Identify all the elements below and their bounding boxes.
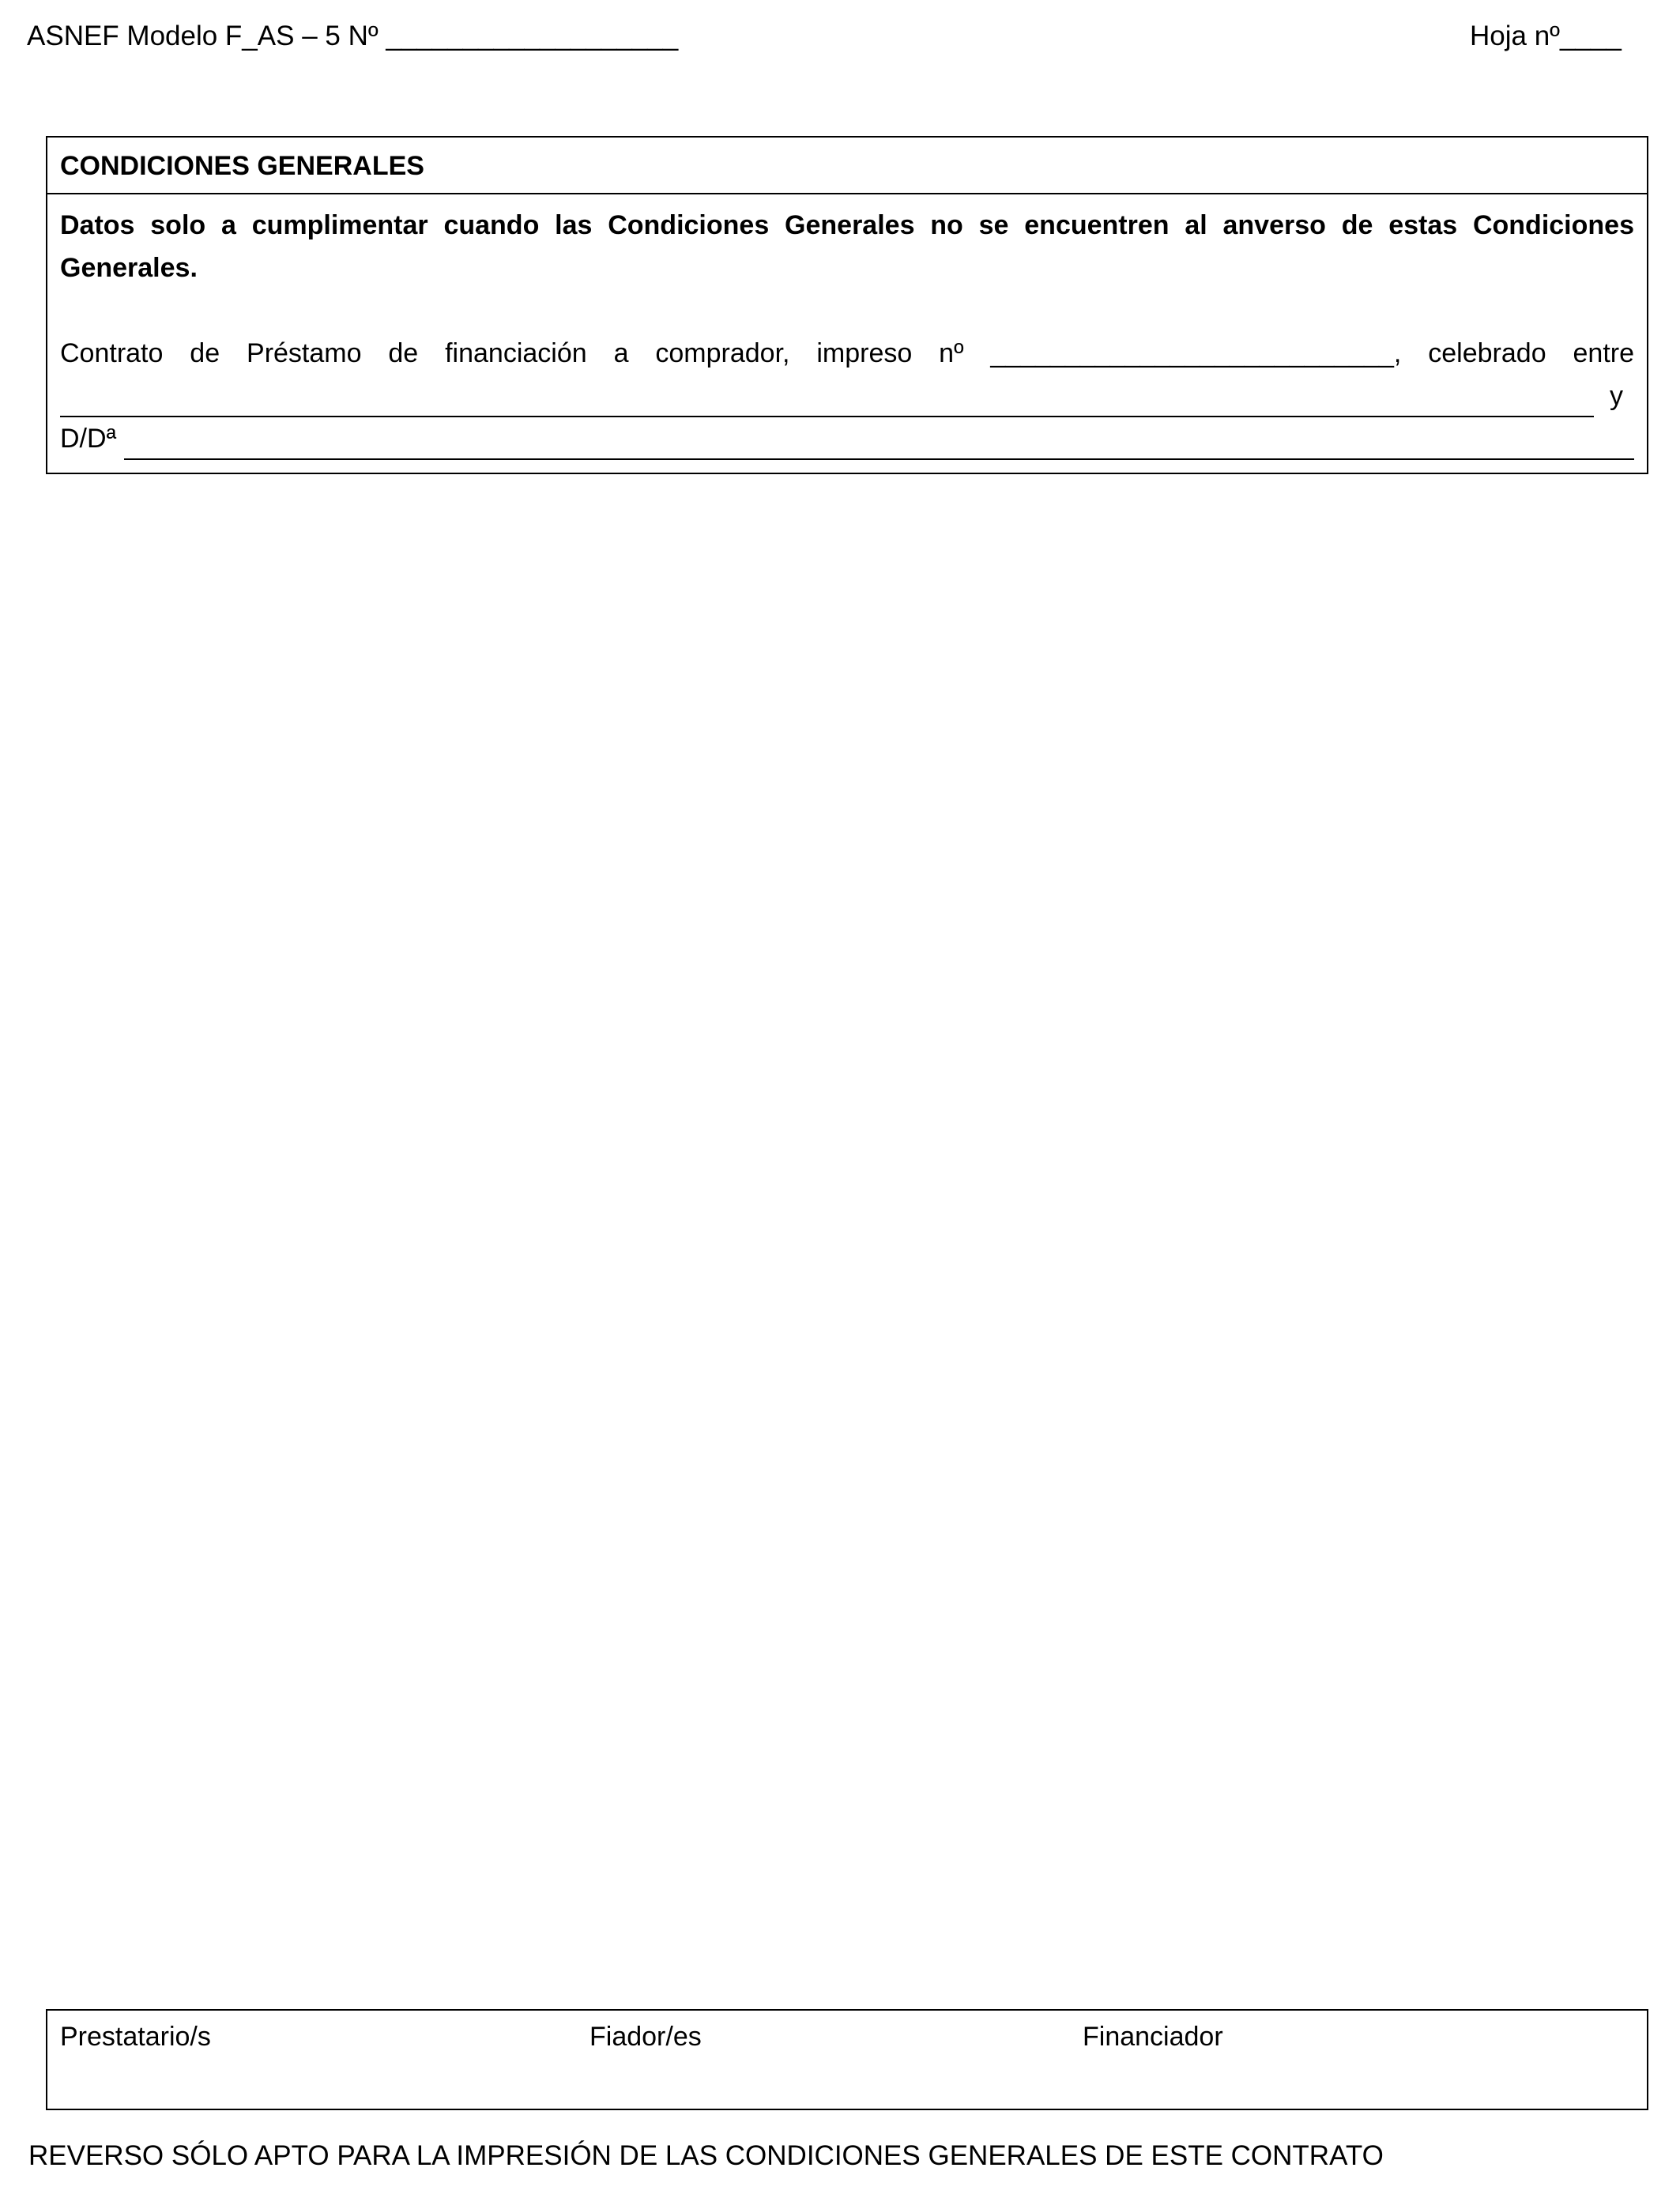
note-line-1: Datos solo a cumplimentar cuando las Condiciones Generales no se encuentren al anverso de estas Condiciones [60,210,1634,240]
general-conditions-box [46,136,1648,474]
section-title: CONDICIONES GENERALES [47,138,1647,194]
note-line-2: Generales. [60,253,198,283]
form-model-number: ASNEF Modelo F_AS – 5 Nº ___________________ [27,21,679,51]
dd-blank-line[interactable] [124,427,1634,460]
sheet-number: Hoja nº____ [1470,21,1622,51]
contract-line-1: Contrato de Préstamo de financiación a comprador, impreso nº ___________________________, celebrado entre [60,338,1634,368]
financier-signature-label: Financiador [1083,2022,1223,2052]
footer-note: REVERSO SÓLO APTO PARA LA IMPRESIÓN DE LAS CONDICIONES GENERALES DE ESTE CONTRATO [28,2140,1384,2171]
conjunction-y: y [1610,381,1623,411]
dd-label: D/Dª [60,424,117,454]
contract-line-2 [60,375,1634,417]
guarantor-signature-label: Fiador/es [590,2022,702,2052]
section-body [60,204,1634,460]
contract-line-3 [60,417,1634,460]
borrower-signature-label: Prestatario/s [60,2022,211,2052]
signatures-box [46,2009,1648,2110]
party-blank-line[interactable] [60,384,1594,417]
